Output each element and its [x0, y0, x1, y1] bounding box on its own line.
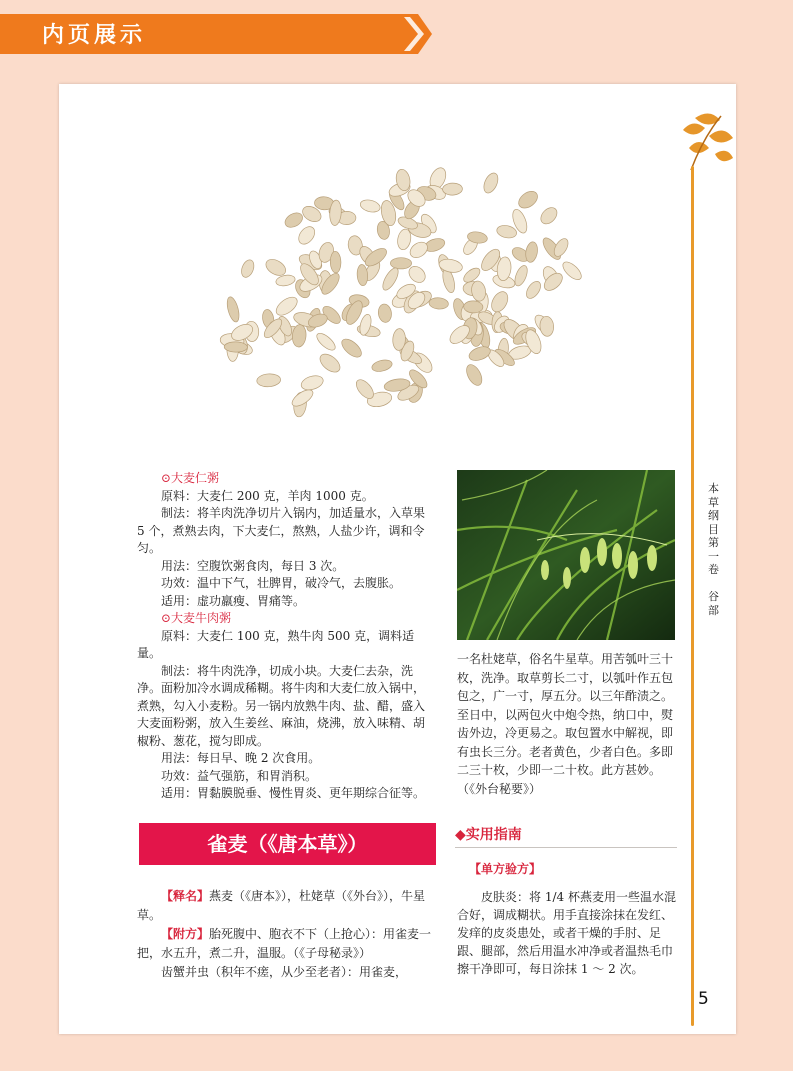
fufang-text: 胎死腹中、胞衣不下（上抢心）：用雀麦一把，水五升，煮二升，温服。（《子母秘录》）	[137, 927, 432, 960]
side-vertical-label	[708, 482, 722, 617]
recipe-title-2: ⊙大麦牛肉粥	[161, 611, 232, 625]
grain	[330, 251, 341, 273]
entry-text	[137, 887, 437, 982]
shiming-text: 燕麦（《唐本》），杜姥草（《外台》），牛星草。	[137, 889, 426, 922]
side-rule	[691, 166, 694, 1026]
grain	[538, 204, 560, 227]
entry-title-bar: 雀麦（《唐本草》）	[139, 823, 436, 865]
guide-heading: ◆实用指南	[455, 824, 677, 848]
grain	[516, 188, 541, 212]
grain	[560, 259, 584, 283]
right-paragraph: 一名杜姥草，俗名牛星草。用苦瓠叶三十枚，洗净。取草剪长二寸，以瓠叶作五包包之，广一寸，厚五分。以三年酢渍之。至日中，以两包火中炮令热，纳口中，熨齿外边，冷更易之。取包置水中解视，即有虫长三分。老者黄色，少者白色。多即二三十枚，少即一二十枚。此方甚妙。（《外台秘要》）	[457, 652, 674, 796]
shiming-paragraph	[137, 887, 437, 925]
fufang-tag: 【附方】	[161, 927, 210, 941]
practical-guide	[455, 824, 677, 877]
grain	[377, 303, 392, 323]
oat-grass-photo	[457, 470, 675, 640]
recipe-column	[137, 470, 435, 803]
side-label-book: 本草纲目第一卷	[708, 482, 719, 576]
recipe-1-line: 制法：将羊肉洗净切片入锅内，加适量水，入草果 5 个，煮熟去肉，下大麦仁，熬熟，人盐少许，调和令匀。	[137, 506, 426, 555]
recipe-title-1: ⊙大麦仁粥	[161, 471, 220, 485]
recipe-1-line: 功效：温中下气，壮脾胃，破冷气，去腹胀。	[161, 576, 402, 590]
recipe-1-line: 用法：空腹饮粥食肉，每日 3 次。	[161, 558, 345, 573]
recipe-1-line: 适用：虚功羸瘦、胃痛等。	[161, 593, 306, 608]
barley-grains-image	[209, 159, 589, 429]
recipe-2-line: 制法：将牛肉洗净，切成小块。大麦仁去杂，洗净。面粉加冷水调成稀糊。将牛肉和大麦仁放入锅中，煮熟，勾入小麦粉。另一锅内放熟牛肉、盐、醋，盛入大麦面粉粥，放入生姜丝、麻油，烧沸，放入味精、胡椒粉、葱花，搅匀即成。	[137, 663, 426, 748]
grain	[371, 358, 394, 373]
recipe-2-line: 适用：胃黏膜脱垂、慢性胃炎、更年期综合征等。	[161, 786, 426, 800]
leaf-logo-icon	[675, 108, 735, 178]
fufang-paragraph	[137, 925, 437, 963]
grain	[314, 330, 338, 353]
recipe-1-line: 原料：大麦仁 200 克，羊肉 1000 克。	[161, 488, 374, 503]
recipe-2-line: 用法：每日早、晚 2 次食用。	[161, 751, 321, 765]
grain	[463, 362, 485, 388]
grain	[481, 171, 501, 195]
right-column-text	[457, 650, 677, 798]
grain	[359, 198, 381, 214]
grain	[224, 342, 247, 353]
grain	[275, 274, 296, 288]
grain	[429, 297, 449, 310]
grain	[225, 296, 241, 324]
grain	[524, 279, 544, 301]
grain	[317, 351, 343, 376]
grain	[496, 224, 518, 240]
grain	[239, 258, 256, 279]
grain	[407, 239, 430, 261]
grain	[463, 301, 483, 314]
guide-text-block	[457, 888, 677, 978]
side-label-section: 谷部	[708, 590, 719, 617]
grain	[256, 373, 281, 387]
recipe-2-line: 原料：大麦仁 100 克，熟牛肉 500 克，调料适量。	[137, 628, 415, 660]
book-page	[59, 84, 736, 1034]
grain	[539, 316, 554, 337]
grain	[299, 373, 324, 392]
grain	[390, 258, 411, 269]
guide-subheading: 【单方验方】	[469, 862, 542, 876]
grain	[356, 264, 368, 286]
grain	[380, 266, 401, 293]
shiming-tag: 【释名】	[161, 889, 210, 903]
grain	[283, 210, 306, 230]
grain	[295, 224, 317, 248]
grain	[442, 183, 462, 196]
grain	[488, 289, 511, 315]
page-number: 5	[698, 989, 709, 1009]
recipe-2-line: 功效：益气强筋，和胃消积。	[161, 768, 318, 783]
banner-title: 内页展示	[42, 23, 147, 48]
grain	[339, 336, 365, 361]
guide-paragraph: 皮肤炎：将 1/4 杯燕麦用一些温水混合好，调成糊状。用手直接涂抹在发红、发痒的皮炎患处，或者干燥的手肘、足跟、腿部，然后用温水冲净或者温热毛巾擦干净即可，每日涂抹 1 ～ 2 次。	[457, 890, 676, 976]
last-line: 齿蟹并虫（积年不瘥，从少至老者）：用雀麦，	[161, 965, 408, 979]
